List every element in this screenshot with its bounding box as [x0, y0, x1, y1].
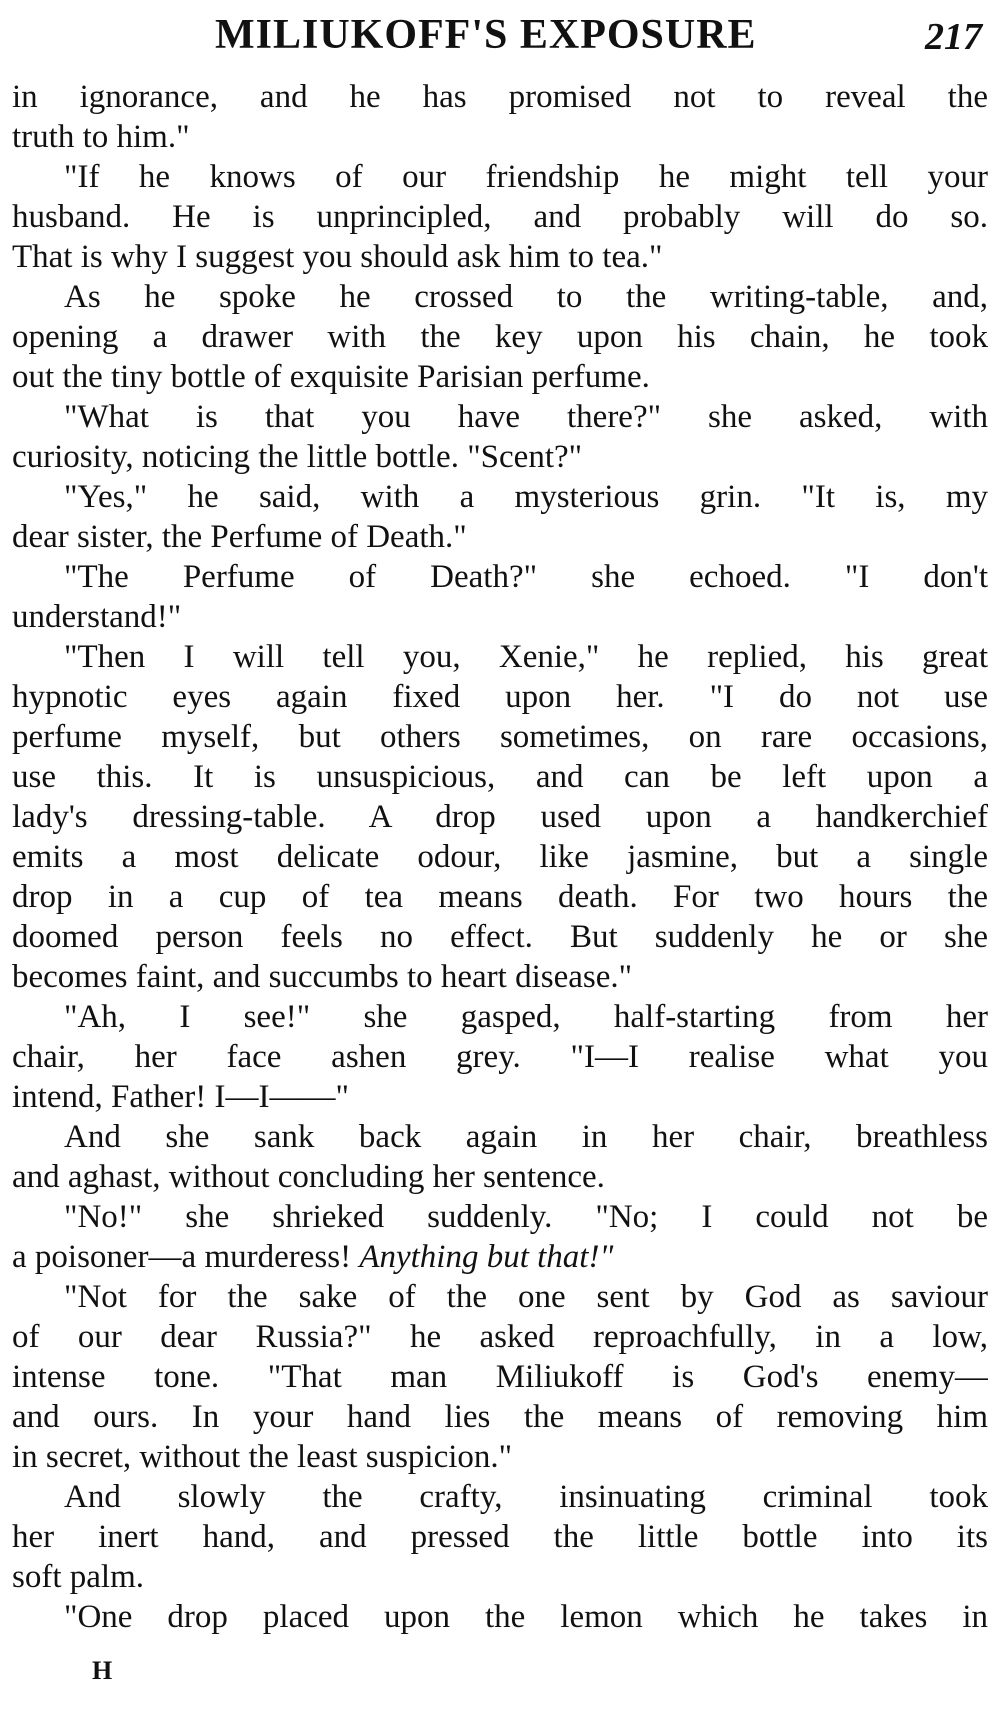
- text-line: "One drop placed upon the lemon which he takes in: [64, 1599, 988, 1635]
- body-text: [12, 77, 988, 1637]
- text-line: of our dear Russia?" he asked reproachfully, in a low,: [12, 1319, 988, 1355]
- text-line: "Yes," he said, with a mysterious grin. "It is, my: [64, 479, 988, 515]
- text-line: And slowly the crafty, insinuating criminal took: [64, 1479, 988, 1515]
- text-line: dear sister, the Perfume of Death.": [12, 519, 467, 555]
- text-line: intend, Father! I—I——": [12, 1079, 349, 1115]
- text-line: curiosity, noticing the little bottle. "Scent?": [12, 439, 583, 475]
- text-line: and ours. In your hand lies the means of removing him: [12, 1399, 988, 1435]
- text-line: "Then I will tell you, Xenie," he replied, his great: [64, 639, 988, 675]
- running-head: MILIUKOFF'S EXPOSURE: [215, 12, 757, 58]
- text-line: her inert hand, and pressed the little bottle into its: [12, 1519, 988, 1555]
- text-line: emits a most delicate odour, like jasmine, but a single: [12, 839, 988, 875]
- text-line: intense tone. "That man Miliukoff is God's enemy—: [12, 1359, 988, 1395]
- text-line: And she sank back again in her chair, breathless: [64, 1119, 988, 1155]
- text-line: drop in a cup of tea means death. For two hours the: [12, 879, 988, 915]
- italic-text-segment: Anything but that!": [359, 1239, 614, 1275]
- signature-mark: H: [92, 1656, 113, 1685]
- text-segment: a poisoner—a murderess!: [12, 1239, 352, 1275]
- text-line: chair, her face ashen grey. "I—I realise what you: [12, 1039, 988, 1075]
- text-line: and aghast, without concluding her sentence.: [12, 1159, 605, 1195]
- text-line: "No!" she shrieked suddenly. "No; I could not be: [64, 1199, 988, 1235]
- text-line: [12, 1237, 988, 1277]
- page-header: [0, 10, 1000, 60]
- text-line: understand!": [12, 599, 182, 635]
- text-line: "Not for the sake of the one sent by God as saviour: [64, 1279, 988, 1315]
- text-line: doomed person feels no effect. But suddenly he or she: [12, 919, 988, 955]
- text-line: hypnotic eyes again fixed upon her. "I do not use: [12, 679, 988, 715]
- text-line: opening a drawer with the key upon his chain, he took: [12, 319, 988, 355]
- text-line: "The Perfume of Death?" she echoed. "I don't: [64, 559, 988, 595]
- text-line: lady's dressing-table. A drop used upon a handkerchief: [12, 799, 988, 835]
- text-line: in secret, without the least suspicion.": [12, 1439, 513, 1475]
- page-number: 217: [925, 16, 982, 58]
- text-line: out the tiny bottle of exquisite Parisian perfume.: [12, 359, 650, 395]
- text-line: As he spoke he crossed to the writing-table, and,: [64, 279, 988, 315]
- text-line: That is why I suggest you should ask him to tea.": [12, 239, 663, 275]
- text-line: "Ah, I see!" she gasped, half-starting from her: [64, 999, 988, 1035]
- text-line: in ignorance, and he has promised not to reveal the: [12, 79, 988, 115]
- text-line: perfume myself, but others sometimes, on rare occasions,: [12, 719, 988, 755]
- text-line: truth to him.": [12, 119, 190, 155]
- text-line: becomes faint, and succumbs to heart disease.": [12, 959, 633, 995]
- text-line: soft palm.: [12, 1559, 144, 1595]
- text-line: use this. It is unsuspicious, and can be left upon a: [12, 759, 988, 795]
- text-line: "If he knows of our friendship he might tell your: [64, 159, 988, 195]
- text-line: "What is that you have there?" she asked, with: [64, 399, 988, 435]
- text-line: husband. He is unprincipled, and probably will do so.: [12, 199, 988, 235]
